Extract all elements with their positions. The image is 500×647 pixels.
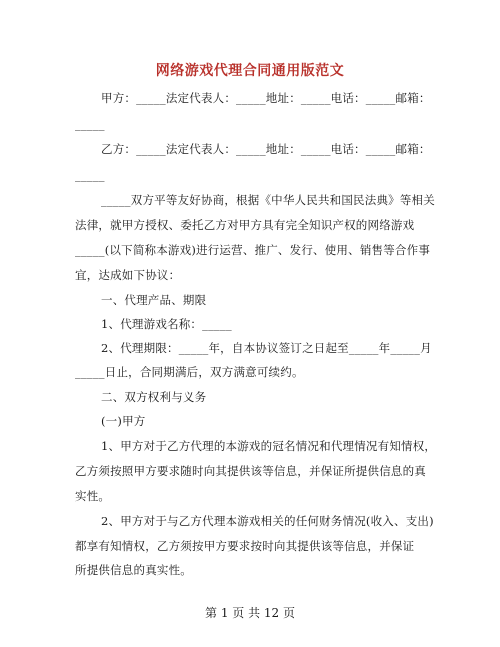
- preamble-line-2: 法律，就甲方授权、委托乙方对甲方具有完全知识产权的网络游戏: [75, 218, 415, 232]
- preamble-line-1: _____双方平等友好协商，根据《中华人民共和国民法典》等相关: [101, 193, 435, 207]
- clause-2-1-line-1: 1、甲方对于乙方代理的本游戏的冠名情况和代理情况有知情权，: [101, 439, 437, 453]
- clause-1-2-cont: _____日止，合同期满后，双方满意可续约。: [75, 365, 304, 379]
- clause-2-1-line-2: 乙方须按照甲方要求随时向其提供该等信息，并保证所提供信息的真: [75, 464, 426, 478]
- clause-2-2-line-2: 都享有知情权，乙方须按甲方要求按时向其提供该等信息，并保证: [75, 539, 415, 553]
- party-b-line-cont: _____: [75, 168, 105, 182]
- party-b-line: 乙方：_____法定代表人：_____地址：_____电话：_____邮箱：: [101, 142, 431, 156]
- party-a-line-cont: _____: [75, 117, 105, 131]
- clause-2-2-line-1: 2、甲方对于与乙方代理本游戏相关的任何财务情况(收入、支出): [101, 514, 434, 528]
- clause-1-1: 1、代理游戏名称：_____: [101, 317, 232, 331]
- clause-2-1-line-3: 实性。: [75, 489, 111, 503]
- preamble-line-3: _____(以下简称本游戏)进行运营、推广、发行、使用、销售等合作事: [75, 243, 431, 257]
- preamble-line-4: 宜，达成如下协议：: [75, 268, 181, 282]
- party-a-line: 甲方：_____法定代表人：_____地址：_____电话：_____邮箱：: [101, 91, 431, 105]
- section-heading-1: 一、代理产品、期限: [101, 293, 207, 307]
- subsection-party-a: (一)甲方: [101, 414, 146, 428]
- page-number-footer: 第 1 页 共 12 页: [205, 606, 295, 620]
- section-heading-2: 二、双方权利与义务: [101, 390, 207, 404]
- document-title: 网络游戏代理合同通用版范文: [155, 63, 345, 79]
- clause-2-2-line-3: 所提供信息的真实性。: [75, 563, 192, 577]
- clause-1-2: 2、代理期限：_____年，自本协议签订之日起至_____年_____月: [101, 341, 432, 355]
